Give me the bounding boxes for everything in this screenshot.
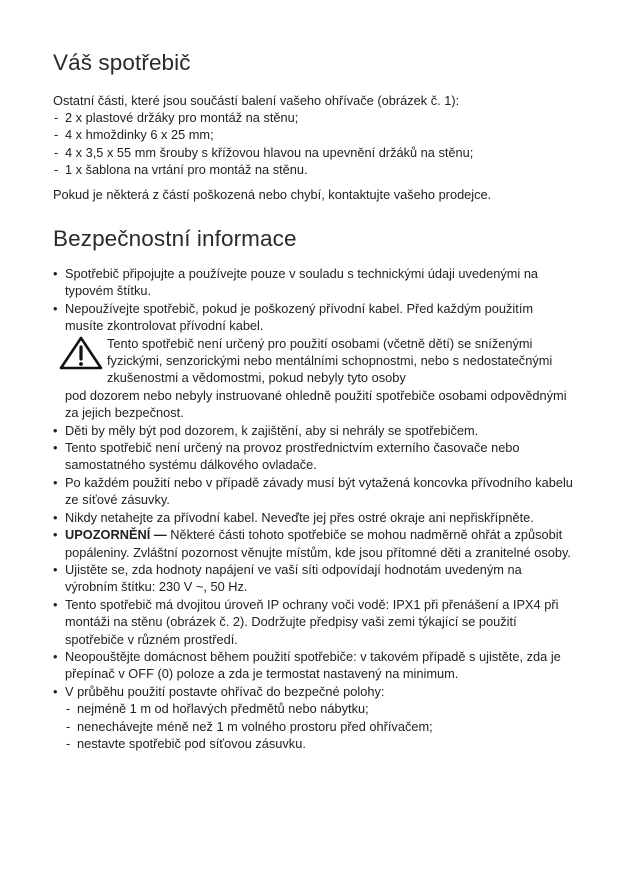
list-item: • Po každém použití nebo v případě závady musí být vytažená koncovka přívodního kabelu ze síťové zásuvky. [53,474,573,509]
list-item [53,683,573,753]
list-item: • Děti by měly být pod dozorem, k zajištění, aby si nehrály se spotřebičem. [53,422,573,439]
sublist-item: - nejméně 1 m od hořlavých předmětů nebo nábytku; [65,700,573,717]
caution-label: UPOZORNĚNÍ — [65,527,167,543]
list-item: • Tento spotřebič není určený na provoz prostřednictvím externího časovače nebo samostatného systému dálkového ovladače. [53,439,573,474]
list-item [53,526,573,561]
warning-triangle-icon [59,336,103,370]
warning-block [53,335,573,422]
list-item: • Nepoužívejte spotřebič, pokud je poškozený přívodní kabel. Před každým použitím musíte zkontrolovat přívodní kabel. [53,300,573,335]
list-item: - 2 x plastové držáky pro montáž na stěnu; [53,109,573,126]
section-title-parts: Váš spotřebič [53,50,191,75]
parts-list [53,109,573,179]
list-item-text: V průběhu použití postavte ohřívač do bezpečné polohy: [65,683,385,699]
list-item: • Spotřebič připojujte a používejte pouze v souladu s technickými údaji uvedenými na typovém štítku. [53,265,573,300]
list-item: - 4 x 3,5 x 55 mm šrouby s křížovou hlavou na upevnění držáků na stěnu; [53,144,573,161]
list-item: - 4 x hmoždinky 6 x 25 mm; [53,126,573,143]
sublist-item: - nenechávejte méně než 1 m volného prostoru před ohřívačem; [65,718,573,735]
placement-sublist [65,700,573,752]
warning-text: Tento spotřebič není určený pro použití osobami (včetně dětí) se sníženými fyzickými, senzorickými nebo mentálními schopnostmi, nebo s nedostatečnými zkušenostmi a vědomostmi, pokud nebyly tyto osoby [107,335,553,386]
list-item: • Nikdy netahejte za přívodní kabel. Neveďte jej přes ostré okraje ani nepřiskřípněte. [53,509,573,526]
section-title-safety: Bezpečnostní informace [53,226,297,251]
parts-intro: Ostatní části, které jsou součástí balení vašeho ohřívače (obrázek č. 1): [53,93,460,108]
list-item: - 1 x šablona na vrtání pro montáž na stěnu. [53,161,573,178]
list-item: • Tento spotřebič má dvojitou úroveň IP ochrany voči vodě: IPX1 při přenášení a IPX4 při montáži na stěnu (obrázek č. 2). Dodržujte předpisy vaši zemi týkající se použití spotřebiče v různém prostředí. [53,596,573,648]
safety-list [53,265,573,752]
parts-note: Pokud je některá z částí poškozená nebo chybí, kontaktujte vašeho prodejce. [53,187,492,202]
sublist-item: - nestavte spotřebič pod síťovou zásuvku. [65,735,573,752]
warning-text-continued: pod dozorem nebo nebyly instruované ohledně použití spotřebiče osobami odpovědnými za jejich bezpečnost. [65,387,567,421]
list-item: • Ujistěte se, zda hodnoty napájení ve vaší síti odpovídají hodnotám uvedeným na výrobním štítku: 230 V ~, 50 Hz. [53,561,573,596]
caution-text: Některé části tohoto spotřebiče se mohou nadměrně ohřát a způsobit popáleniny. Zvláštní pozornost věnujte místům, kde jsou přítomné děti a zranitelné osoby. [65,527,571,560]
list-item: • Neopouštějte domácnost během použití spotřebiče: v takovém případě s ujistěte, zda je přepínač v OFF (0) poloze a zda je termostat nastavený na minimum. [53,648,573,683]
